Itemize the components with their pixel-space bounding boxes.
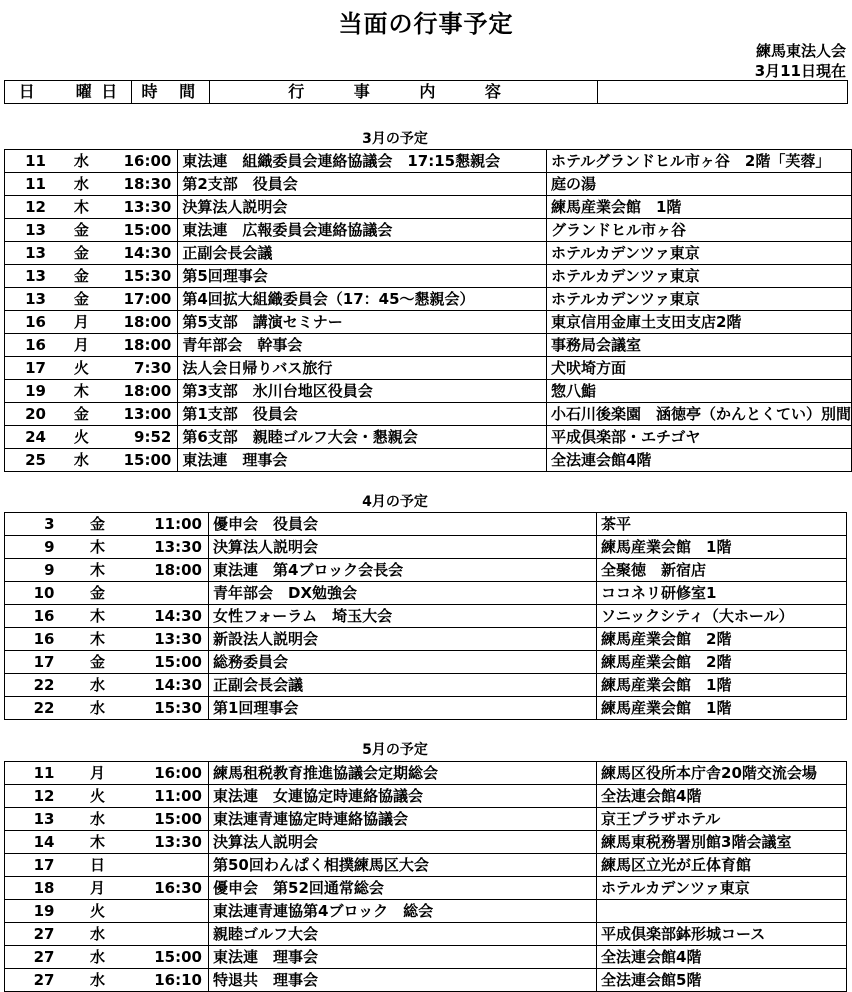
time-cell: 18:00	[107, 334, 178, 357]
schedule-row	[5, 196, 852, 219]
venue-cell: 練馬区役所本庁舎20階交流会場	[597, 762, 847, 785]
schedule-row	[5, 265, 852, 288]
time-cell: 11:00	[131, 513, 209, 536]
venue-cell: ホテルカデンツァ東京	[597, 877, 847, 900]
event-cell: 優申会 役員会	[209, 513, 597, 536]
weekday-cell: 金	[65, 651, 131, 674]
time-cell: 18:30	[107, 173, 178, 196]
venue-cell: 練馬東税務署別館3階会議室	[597, 831, 847, 854]
schedule-row	[5, 674, 847, 697]
weekday-cell: 金	[56, 288, 107, 311]
venue-cell: 小石川後楽園 涵徳亭（かんとくてい）別間	[546, 403, 851, 426]
weekday-cell: 水	[65, 969, 131, 992]
venue-cell: 練馬産業会館 2階	[597, 628, 847, 651]
day-cell: 16	[5, 334, 57, 357]
weekday-cell: 木	[56, 196, 107, 219]
schedule-table-may	[4, 761, 847, 992]
venue-cell: ホテルグランドヒル市ヶ谷 2階「芙蓉」	[546, 150, 851, 173]
event-cell: 第5回理事会	[178, 265, 547, 288]
schedule-row	[5, 357, 852, 380]
event-cell: 東法連青連協定時連絡協議会	[209, 808, 597, 831]
day-cell: 13	[5, 808, 65, 831]
time-cell: 14:30	[131, 674, 209, 697]
time-cell: 15:30	[107, 265, 178, 288]
day-cell: 13	[5, 288, 57, 311]
venue-cell: 全法連会館4階	[597, 785, 847, 808]
schedule-row	[5, 173, 852, 196]
time-cell: 16:30	[131, 877, 209, 900]
schedule-row	[5, 808, 847, 831]
weekday-cell: 月	[56, 334, 107, 357]
venue-cell: 平成倶楽部鉢形城コース	[597, 923, 847, 946]
day-cell: 3	[5, 513, 65, 536]
event-cell: 青年部会 DX勉強会	[209, 582, 597, 605]
weekday-cell: 水	[65, 808, 131, 831]
venue-cell: 練馬産業会館 1階	[597, 674, 847, 697]
event-cell: 第1回理事会	[209, 697, 597, 720]
day-cell: 19	[5, 380, 57, 403]
time-cell: 18:00	[107, 380, 178, 403]
time-cell: 7:30	[107, 357, 178, 380]
weekday-cell: 金	[56, 403, 107, 426]
day-cell: 19	[5, 900, 65, 923]
day-cell: 11	[5, 150, 57, 173]
event-cell: 第4回拡大組織委員会（17：45～懇親会）	[178, 288, 547, 311]
schedule-row	[5, 785, 847, 808]
day-cell: 12	[5, 785, 65, 808]
weekday-cell: 月	[56, 311, 107, 334]
day-cell: 14	[5, 831, 65, 854]
schedule-table-march	[4, 149, 852, 472]
weekday-cell: 木	[65, 605, 131, 628]
time-cell: 17:00	[107, 288, 178, 311]
weekday-cell: 水	[56, 173, 107, 196]
weekday-cell: 木	[65, 559, 131, 582]
day-cell: 16	[5, 605, 65, 628]
time-cell: 15:00	[131, 651, 209, 674]
weekday-cell: 日	[65, 854, 131, 877]
event-cell: 正副会長会議	[209, 674, 597, 697]
time-cell	[131, 854, 209, 877]
weekday-cell: 木	[65, 831, 131, 854]
time-cell: 18:00	[131, 559, 209, 582]
weekday-cell: 金	[56, 219, 107, 242]
event-cell: 優申会 第52回通常総会	[209, 877, 597, 900]
venue-cell: ホテルカデンツァ東京	[546, 265, 851, 288]
weekday-cell: 木	[56, 380, 107, 403]
header-event: 行 事 内 容	[210, 81, 598, 104]
venue-cell: 庭の湯	[546, 173, 851, 196]
weekday-cell: 火	[56, 426, 107, 449]
venue-cell: 全聚徳 新宿店	[597, 559, 847, 582]
schedule-row	[5, 449, 852, 472]
schedule-row	[5, 923, 847, 946]
day-cell: 11	[5, 173, 57, 196]
schedule-row	[5, 854, 847, 877]
venue-cell: 全法連会館4階	[597, 946, 847, 969]
time-cell	[131, 923, 209, 946]
weekday-cell: 火	[65, 900, 131, 923]
event-cell: 東法連 理事会	[209, 946, 597, 969]
event-cell: 女性フォーラム 埼玉大会	[209, 605, 597, 628]
header-time: 時 間	[131, 81, 210, 104]
venue-cell: 東京信用金庫土支田支店2階	[546, 311, 851, 334]
schedule-table-april	[4, 512, 847, 720]
event-cell: 東法連 女連協定時連絡協議会	[209, 785, 597, 808]
day-cell: 17	[5, 357, 57, 380]
day-cell: 13	[5, 242, 57, 265]
weekday-cell: 水	[65, 946, 131, 969]
venue-cell: 練馬産業会館 1階	[546, 196, 851, 219]
section-title-may: 5月の予定	[362, 742, 428, 758]
event-cell: 決算法人説明会	[209, 831, 597, 854]
day-cell: 17	[5, 854, 65, 877]
schedule-row	[5, 605, 847, 628]
event-cell: 第5支部 講演セミナー	[178, 311, 547, 334]
time-cell	[131, 582, 209, 605]
day-cell: 20	[5, 403, 57, 426]
schedule-row	[5, 877, 847, 900]
day-cell: 22	[5, 674, 65, 697]
weekday-cell: 木	[65, 628, 131, 651]
schedule-row	[5, 513, 847, 536]
schedule-row	[5, 242, 852, 265]
event-cell: 第3支部 氷川台地区役員会	[178, 380, 547, 403]
day-cell: 16	[5, 311, 57, 334]
page-title: 当面の行事予定	[338, 10, 514, 38]
schedule-row	[5, 831, 847, 854]
venue-cell: ココネリ研修室1	[597, 582, 847, 605]
event-cell: 正副会長会議	[178, 242, 547, 265]
event-cell: 第2支部 役員会	[178, 173, 547, 196]
day-cell: 18	[5, 877, 65, 900]
venue-cell: 平成倶楽部・エチゴヤ	[546, 426, 851, 449]
day-cell: 24	[5, 426, 57, 449]
time-cell: 16:00	[107, 150, 178, 173]
weekday-cell: 月	[65, 877, 131, 900]
day-cell: 13	[5, 219, 57, 242]
day-cell: 22	[5, 697, 65, 720]
weekday-cell: 水	[56, 150, 107, 173]
event-cell: 決算法人説明会	[209, 536, 597, 559]
event-cell: 決算法人説明会	[178, 196, 547, 219]
day-cell: 25	[5, 449, 57, 472]
time-cell: 18:00	[107, 311, 178, 334]
schedule-row	[5, 311, 852, 334]
weekday-cell: 金	[56, 265, 107, 288]
event-cell: 新設法人説明会	[209, 628, 597, 651]
time-cell: 15:30	[131, 697, 209, 720]
schedule-row	[5, 288, 852, 311]
schedule-row	[5, 969, 847, 992]
time-cell: 13:00	[107, 403, 178, 426]
weekday-cell: 木	[65, 536, 131, 559]
venue-cell: 練馬区立光が丘体育館	[597, 854, 847, 877]
venue-cell: 茶平	[597, 513, 847, 536]
event-cell: 第50回わんぱく相撲練馬区大会	[209, 854, 597, 877]
weekday-cell: 水	[56, 449, 107, 472]
weekday-cell: 金	[65, 513, 131, 536]
time-cell: 13:30	[131, 536, 209, 559]
time-cell: 13:30	[107, 196, 178, 219]
day-cell: 27	[5, 923, 65, 946]
event-cell: 第1支部 役員会	[178, 403, 547, 426]
event-cell: 東法連 広報委員会連絡協議会	[178, 219, 547, 242]
day-cell: 27	[5, 946, 65, 969]
event-cell: 第6支部 親睦ゴルフ大会・懇親会	[178, 426, 547, 449]
day-cell: 12	[5, 196, 57, 219]
time-cell: 13:30	[131, 628, 209, 651]
time-cell: 9:52	[107, 426, 178, 449]
day-cell: 9	[5, 536, 65, 559]
venue-cell: 犬吠埼方面	[546, 357, 851, 380]
event-cell: 青年部会 幹事会	[178, 334, 547, 357]
organization-name: 練馬東法人会	[755, 42, 846, 60]
time-cell: 15:00	[107, 449, 178, 472]
event-cell: 東法連 理事会	[178, 449, 547, 472]
schedule-row	[5, 334, 852, 357]
event-cell: 特退共 理事会	[209, 969, 597, 992]
schedule-row	[5, 651, 847, 674]
schedule-row	[5, 697, 847, 720]
schedule-row	[5, 536, 847, 559]
schedule-row	[5, 403, 852, 426]
time-cell: 14:30	[107, 242, 178, 265]
day-cell: 13	[5, 265, 57, 288]
schedule-row	[5, 219, 852, 242]
venue-cell: グランドヒル市ヶ谷	[546, 219, 851, 242]
weekday-cell: 金	[56, 242, 107, 265]
weekday-cell: 火	[56, 357, 107, 380]
schedule-row	[5, 426, 852, 449]
time-cell: 15:00	[107, 219, 178, 242]
time-cell	[131, 900, 209, 923]
venue-cell: 全法連会館5階	[597, 969, 847, 992]
weekday-cell: 水	[65, 923, 131, 946]
weekday-cell: 水	[65, 697, 131, 720]
time-cell: 11:00	[131, 785, 209, 808]
event-cell: 東法連 第4ブロック会長会	[209, 559, 597, 582]
venue-cell: 練馬産業会館 1階	[597, 536, 847, 559]
header-weekday: 曜 日	[65, 81, 132, 104]
schedule-row	[5, 762, 847, 785]
venue-cell: ホテルカデンツァ東京	[546, 288, 851, 311]
venue-cell: ソニックシティ（大ホール）	[597, 605, 847, 628]
day-cell: 16	[5, 628, 65, 651]
weekday-cell: 火	[65, 785, 131, 808]
schedule-row	[5, 380, 852, 403]
venue-cell: 練馬産業会館 2階	[597, 651, 847, 674]
weekday-cell: 月	[65, 762, 131, 785]
venue-cell: 京王プラザホテル	[597, 808, 847, 831]
time-cell: 15:00	[131, 946, 209, 969]
venue-cell: 全法連会館4階	[546, 449, 851, 472]
weekday-cell: 金	[65, 582, 131, 605]
event-cell: 東法連 組織委員会連絡協議会 17:15懇親会	[178, 150, 547, 173]
event-cell: 親睦ゴルフ大会	[209, 923, 597, 946]
weekday-cell: 水	[65, 674, 131, 697]
time-cell: 15:00	[131, 808, 209, 831]
schedule-row	[5, 628, 847, 651]
venue-cell: ホテルカデンツァ東京	[546, 242, 851, 265]
schedule-row	[5, 946, 847, 969]
event-cell: 法人会日帰りバス旅行	[178, 357, 547, 380]
time-cell: 14:30	[131, 605, 209, 628]
header-place	[598, 81, 848, 104]
venue-cell	[597, 900, 847, 923]
venue-cell: 惣八鮨	[546, 380, 851, 403]
section-title-april: 4月の予定	[362, 494, 428, 510]
schedule-row	[5, 150, 852, 173]
day-cell: 27	[5, 969, 65, 992]
event-cell: 総務委員会	[209, 651, 597, 674]
day-cell: 17	[5, 651, 65, 674]
as-of-date: 3月11日現在	[754, 62, 846, 80]
schedule-row	[5, 900, 847, 923]
time-cell: 16:00	[131, 762, 209, 785]
day-cell: 11	[5, 762, 65, 785]
event-cell: 練馬租税教育推進協議会定期総会	[209, 762, 597, 785]
venue-cell: 事務局会議室	[546, 334, 851, 357]
header-day: 日	[5, 81, 65, 104]
time-cell: 13:30	[131, 831, 209, 854]
schedule-row	[5, 559, 847, 582]
day-cell: 9	[5, 559, 65, 582]
section-title-march: 3月の予定	[362, 131, 428, 147]
time-cell: 16:10	[131, 969, 209, 992]
column-header-row	[4, 80, 848, 104]
day-cell: 10	[5, 582, 65, 605]
venue-cell: 練馬産業会館 1階	[597, 697, 847, 720]
schedule-row	[5, 582, 847, 605]
event-cell: 東法連青連協第4ブロック 総会	[209, 900, 597, 923]
